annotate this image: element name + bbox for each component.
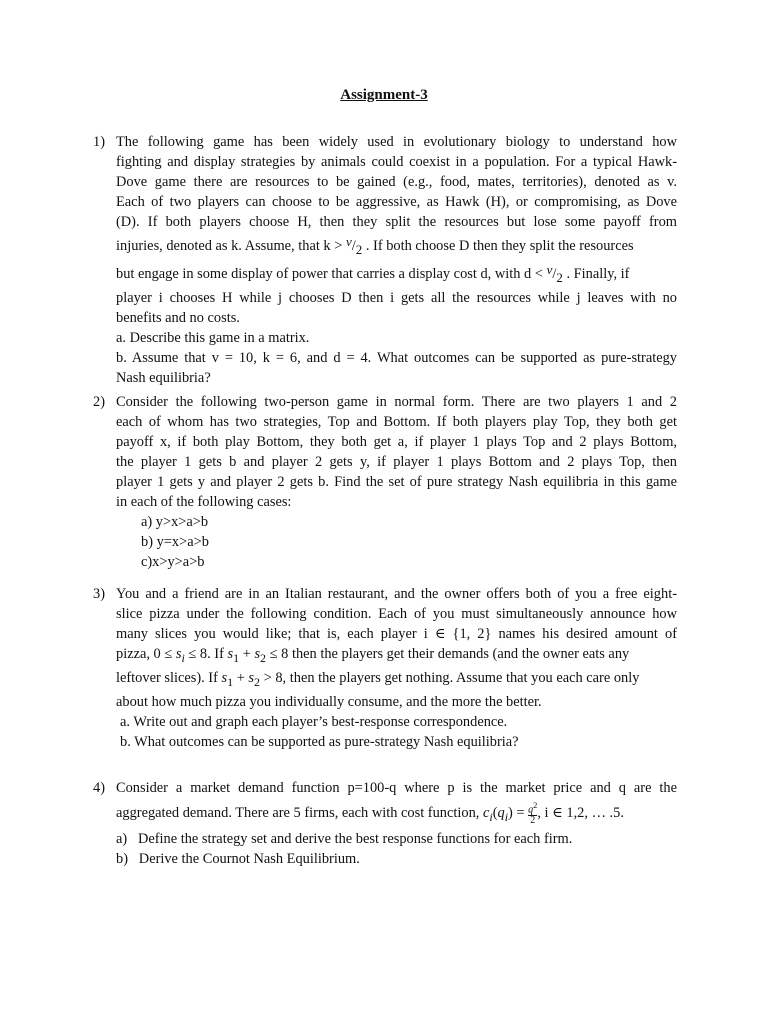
math-op: + [233,669,249,686]
text-line-frac: but engage in some display of power that carries a display cost d, with d < v/2 . Finally, if [116,262,630,285]
math-var: s [227,646,234,662]
sub-question-a: a. Describe this game in a matrix. [116,330,310,346]
text: Define the strategy set and derive the best response functions for each firm. [137,830,573,847]
question-2 [93,392,677,572]
text-line-math: aggregated demand. There are 5 firms, each with cost function, $c_i(q_i)$ = $\frac{q^2}{2}$ , i ∈ 1,2, … .5. [116,801,624,827]
math-op: ) = [508,804,525,821]
text: , i ∈ 1,2, … .5. [537,804,624,821]
math-op: + [239,646,255,662]
sub-question-b [116,849,677,869]
text-line: the player 1 gets b and player 2 gets y, if player 1 plays Bottom and 2 plays Top, then [116,454,677,470]
fraction-denominator: 2 [556,270,563,285]
text-line: Nash equilibria? [116,370,211,386]
fraction-numerator: v [345,234,352,249]
math-var: s [248,669,255,686]
text-line: each of whom has two strategies, Top and Bottom. If both players play Top, they both get [116,414,677,430]
text: pizza, 0 ≤ [116,646,173,662]
sub-question-a: a. Write out and graph each player’s best-response correspondence. [120,713,508,730]
text-line-frac: injuries, denoted as k. Assume, that k > v/2 . If both choose D then they split the resources [116,234,634,257]
math-var: s [175,646,182,662]
text: > 8, then the players get nothing. Assume that you each care only [263,669,640,686]
text: . Finally, if [566,266,630,282]
math-sub: i [181,650,185,665]
fraction-numerator [528,801,537,816]
text-line: player i chooses H while j chooses D then i gets all the resources while j leaves with no [116,290,677,306]
sub-question-a [116,829,677,849]
text: but engage in some display of power that carries a display cost d, with d < [116,266,543,282]
text: leftover slices). If [116,669,218,686]
text: ≤ 8. If [188,646,224,662]
text-line: in each of the following cases: [116,494,292,510]
text-line: fighting and display strategies by animals could coexist in a population. For a typical Hawk- [116,154,677,170]
text-line-math [116,668,677,692]
text: injuries, denoted as k. Assume, that k > [116,238,343,254]
math-var: q [528,804,534,816]
text-line: Dove game there are resources to be gained (e.g., food, mates, territories), denoted as v. [116,174,677,190]
math-var: s [254,646,261,662]
question-1 [93,132,677,388]
case-c: c)x>y>a>b [141,554,205,570]
fraction-numerator: v [546,262,553,277]
question-4 [93,778,677,869]
math-sub: 1 [227,674,234,689]
question-number: 1) [93,134,105,150]
sub-question-b: b. Assume that v = 10, k = 6, and d = 4. What outcomes can be supported as pure-strategy [116,350,677,366]
math-var: q [497,804,505,821]
text-line: Consider the following two-person game in normal form. There are two players 1 and 2 [116,394,677,410]
cost-fraction [528,801,537,826]
case-a: a) y>x>a>b [141,514,209,530]
question-number: 3) [93,586,105,602]
math-sup: 2 [533,801,538,810]
question-3 [93,584,677,752]
fraction-denominator: 2 [355,242,363,257]
math-var: c [482,804,490,821]
text-line: Consider a market demand function p=100-q where p is the market price and q are the [116,780,677,796]
math-sub: 2 [254,674,261,689]
text: ≤ 8 then the players get their demands (and the owner eats any [269,646,630,662]
math-sub: 1 [233,650,240,665]
text-line: You and a friend are in an Italian restaurant, and the owner offers both of you a free eight- [116,586,677,602]
label: a) [116,830,128,847]
case-b: b) y=x>a>b [141,534,209,550]
question-number: 4) [93,780,105,796]
text: . If both choose D then they split the resources [365,238,634,254]
sub-question-b: b. What outcomes can be supported as pure-strategy Nash equilibria? [120,733,519,750]
math-var: s [221,669,228,686]
text-line: about how much pizza you individually consume, and the more the better. [116,693,542,710]
text-line: slice pizza under the following condition. Each of you must simultaneously announce how [116,606,677,622]
label: b) [116,850,128,867]
text-line: benefits and no costs. [116,310,240,326]
text: aggregated demand. There are 5 firms, each with cost function, [116,804,480,821]
text-line: (D). If both players choose H, then they split the resources but lose some payoff from [116,214,677,230]
text: Derive the Cournot Nash Equilibrium. [138,850,360,867]
text-line: Each of two players can choose to be aggressive, as Hawk (H), or compromising, as Dove [116,194,677,210]
text-line-math [116,644,677,668]
math-sub: i [504,809,509,824]
text-line: many slices you would like; that is, each player i ∈ {1, 2} names his desired amount of [116,626,677,642]
fraction-denominator: 2 [530,815,536,827]
math-sub: 2 [260,650,267,665]
math-sub: i [489,809,493,824]
text-line: The following game has been widely used in evolutionary biology to understand how [116,134,677,150]
question-number: 2) [93,394,105,410]
page-title: Assignment-3 [340,87,428,103]
text-line: player 1 gets y and player 2 gets b. Find the set of pure strategy Nash equilibria in this game [116,474,677,490]
text-line: payoff x, if both play Bottom, they both get a, if player 1 plays Top and 2 plays Bottom, [116,434,677,450]
